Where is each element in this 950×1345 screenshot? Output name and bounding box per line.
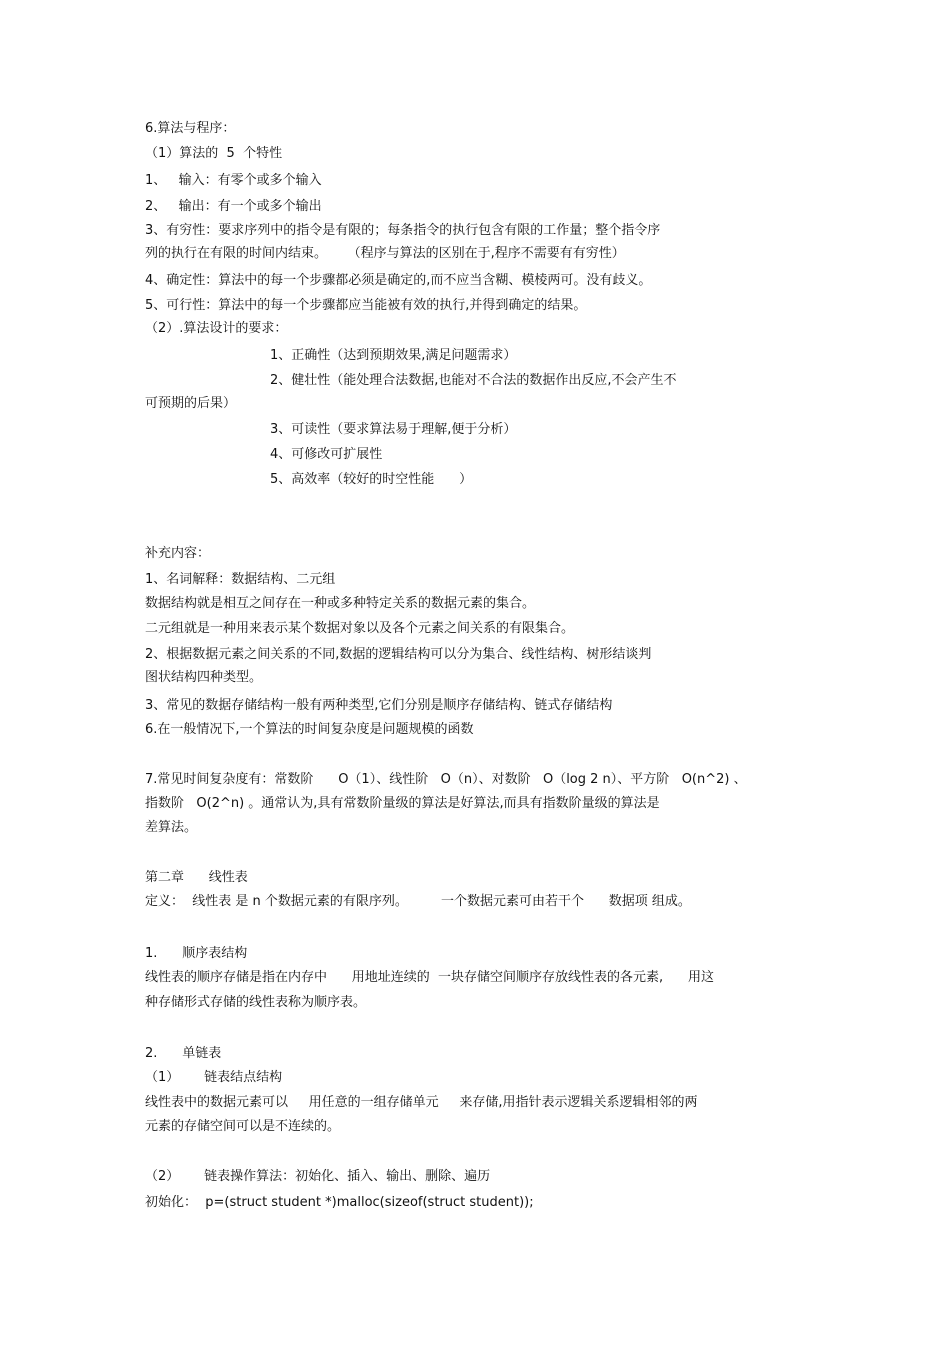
sequential-list-description-cont: 种存储形式存储的线性表称为顺序表。 xyxy=(145,995,367,1010)
common-time-complexities: 7.常见时间复杂度有：常数阶 O（1）、线性阶 O（n）、对数阶 O（log 2 n）、平方阶 O(n^2) 、 xyxy=(145,772,747,787)
feature-input: 1、 输入：有零个或多个输入 xyxy=(145,173,322,188)
time-complexity-function: 6.在一般情况下,一个算法的时间复杂度是问题规模的函数 xyxy=(145,722,474,737)
feature-definiteness: 4、确定性：算法中的每一个步骤都必须是确定的,而不应当含糊、模棱两可。没有歧义。 xyxy=(145,273,652,288)
feature-feasibility: 5、可行性：算法中的每一个步骤都应当能被有效的执行,并得到确定的结果。 xyxy=(145,298,587,313)
linked-list-init-code: 初始化： p=(struct student *)malloc(sizeof(struct student)); xyxy=(145,1195,534,1210)
feature-finiteness-cont: 列的执行在有限的时间内结束。 （程序与算法的区别在于,程序不需要有有穷性） xyxy=(145,246,625,261)
linked-list-description-cont: 元素的存储空间可以是不连续的。 xyxy=(145,1119,341,1134)
linked-list-heading: 2. 单链表 xyxy=(145,1046,222,1061)
subheading-design-requirements: （2）.算法设计的要求： xyxy=(145,321,288,336)
requirement-robustness: 2、健壮性（能处理合法数据,也能对不合法的数据作出反应,不会产生不 xyxy=(270,373,677,388)
requirement-readability: 3、可读性（要求算法易于理解,便于分析） xyxy=(270,422,517,437)
linear-list-definition: 定义： 线性表 是 n 个数据元素的有限序列。 一个数据元素可由若干个 数据项 组成。 xyxy=(145,894,691,909)
linked-list-operations: （2） 链表操作算法：初始化、插入、输出、删除、遍历 xyxy=(145,1169,491,1184)
sequential-list-description: 线性表的顺序存储是指在内存中 用地址连续的 一块存储空间顺序存放线性表的各元素, 用这 xyxy=(145,970,714,985)
definition-tuple: 二元组就是一种用来表示某个数据对象以及各个元素之间关系的有限集合。 xyxy=(145,621,575,636)
subheading-algorithm-features: （1）算法的 5 个特性 xyxy=(145,146,283,161)
common-time-complexities-end: 差算法。 xyxy=(145,820,198,835)
requirement-efficiency: 5、高效率（较好的时空性能 ） xyxy=(270,472,473,487)
logical-structure-types: 2、根据数据元素之间关系的不同,数据的逻辑结构可以分为集合、线性结构、树形结谈判 xyxy=(145,647,652,662)
logical-structure-types-cont: 图状结构四种类型。 xyxy=(145,670,263,685)
common-time-complexities-cont: 指数阶 O(2^n) 。通常认为,具有常数阶量级的算法是好算法,而具有指数阶量级的算法是 xyxy=(145,796,660,811)
chapter-two-heading: 第二章 线性表 xyxy=(145,870,248,885)
linked-list-description: 线性表中的数据元素可以 用任意的一组存储单元 来存储,用指针表示逻辑关系逻辑相邻的两 xyxy=(145,1095,698,1110)
supplement-heading: 补充内容： xyxy=(145,546,211,561)
sequential-list-heading: 1. 顺序表结构 xyxy=(145,946,248,961)
section-heading-algorithm-program: 6.算法与程序： xyxy=(145,121,236,136)
requirement-robustness-cont: 可预期的后果） xyxy=(145,396,237,411)
linked-list-node-structure: （1） 链表结点结构 xyxy=(145,1070,283,1085)
requirement-modifiability: 4、可修改可扩展性 xyxy=(270,447,383,462)
definition-data-structure: 数据结构就是相互之间存在一种或多种特定关系的数据元素的集合。 xyxy=(145,596,536,611)
feature-output: 2、 输出：有一个或多个输出 xyxy=(145,199,322,214)
requirement-correctness: 1、正确性（达到预期效果,满足问题需求） xyxy=(270,348,517,363)
storage-structure-types: 3、常见的数据存储结构一般有两种类型,它们分别是顺序存储结构、链式存储结构 xyxy=(145,698,613,713)
feature-finiteness: 3、有穷性：要求序列中的指令是有限的；每条指令的执行包含有限的工作量；整个指令序 xyxy=(145,223,661,238)
supplement-term-definitions: 1、名词解释：数据结构、二元组 xyxy=(145,572,336,587)
